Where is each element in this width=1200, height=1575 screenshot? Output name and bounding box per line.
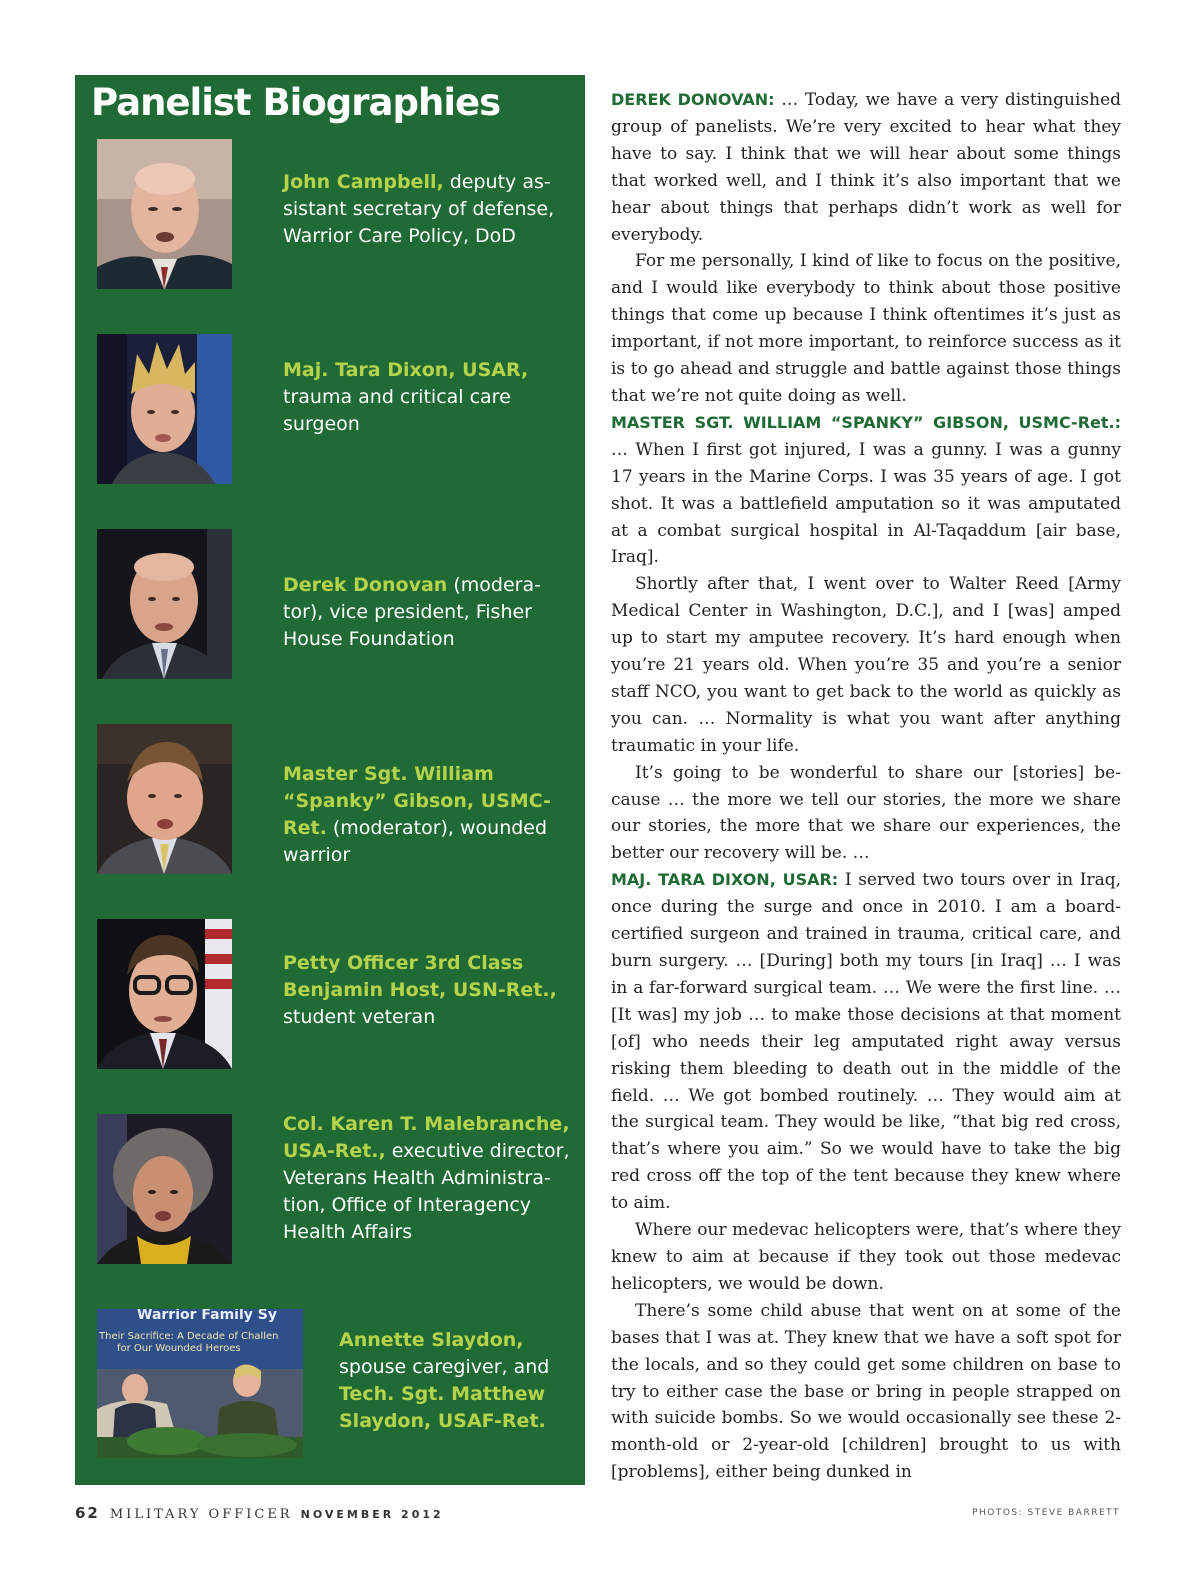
speaker-label: MASTER SGT. WILLIAM “SPANKY” GIBSON, USMC-Ret.:	[611, 412, 1121, 432]
bio-tara-dixon	[283, 357, 573, 438]
bio-derek-donovan	[283, 572, 573, 653]
bio-john-campbell	[283, 169, 573, 250]
photo-credit: PHOTOS: STEVE BARRETT	[972, 1508, 1120, 1518]
bio-slaydon	[339, 1327, 569, 1435]
bio-william-gibson	[283, 761, 573, 869]
article-body	[611, 87, 1121, 1486]
bio-name: Annette Slaydon,	[339, 1329, 524, 1351]
banner-text-3: for Our Wounded Heroes	[117, 1343, 241, 1354]
bio-name: John Campbell,	[283, 171, 444, 193]
bio-desc: executive director, Veterans Health Administra-tion, Office of Interagency Health Affairs	[283, 1140, 570, 1243]
banner-text-1: Warrior Family Sy	[137, 1309, 277, 1323]
issue-date: NOVEMBER 2012	[300, 1508, 444, 1521]
paragraph-text: … When I first got injured, I was a gunny. I was a gunny 17 years in the Marine Corps. I was 35 years of age. I got shot. It was a battlefield amputation so it was amputated at a combat surgical hospital in Al-Taqaddum [air base, Iraq].	[611, 439, 1121, 568]
paragraph	[611, 87, 1121, 248]
banner-text-2: Their Sacrifice: A Decade of Challen	[99, 1331, 279, 1342]
photo-tara-dixon	[97, 334, 232, 484]
speaker-label: DEREK DONOVAN:	[611, 90, 775, 109]
bio-desc: student veteran	[283, 1006, 436, 1028]
magazine-name: MILITARY OFFICER	[109, 1507, 293, 1522]
bio-name-2: Tech. Sgt. Matthew Slaydon, USAF-Ret.	[339, 1383, 546, 1432]
photo-benjamin-host	[97, 919, 232, 1069]
paragraph: There’s some child abuse that went on at some of the bases that I was at. They knew that we have a soft spot for the locals, and so they could get some children on base to try to either case the base or bring in people strapped on with suicide bombs. So we would occasionally see these 2-month-old or 2-year-old [children] brought to us with [problems], either being dunked in	[611, 1300, 1121, 1483]
bio-name: Master Sgt. William “Spanky” Gibson, USMC-Ret.	[283, 763, 551, 839]
sidebar-title: Panelist Biographies	[91, 81, 501, 124]
bio-name: Maj. Tara Dixon, USAR,	[283, 359, 529, 381]
bio-name: Col. Karen T. Malebranche, USA-Ret.,	[283, 1113, 570, 1162]
bio-desc: trauma and critical care surgeon	[283, 386, 511, 435]
bio-desc: (moderator), wounded warrior	[283, 817, 548, 866]
paragraph: Where our medevac helicopters were, that’s where they knew to aim at because if they took out those medevac helicopters, we would be down.	[611, 1220, 1121, 1294]
bio-name: Petty Officer 3rd Class Benjamin Host, USN-Ret.,	[283, 952, 557, 1001]
paragraph-text: … Today, we have a very distinguished group of panelists. We’re very excited to hear what they have to say. I think that we will hear about some things that worked well, and I think it’s also important that we hear about things that perhaps didn’t work as well for everybody.	[611, 90, 1122, 245]
bio-name: Derek Donovan	[283, 574, 448, 596]
bio-desc: deputy as-sistant secretary of defense, Warrior Care Policy, DoD	[283, 171, 555, 247]
photo-john-campbell	[97, 139, 232, 289]
paragraph	[611, 410, 1121, 571]
photo-william-gibson	[97, 724, 232, 874]
bio-desc: (modera-tor), vice president, Fisher House Foundation	[283, 574, 541, 650]
bio-karen-malebranche	[283, 1111, 573, 1246]
speaker-label: MAJ. TARA DIXON, USAR:	[611, 870, 839, 890]
paragraph-text: I served two tours over in Iraq, once during the surge and once in 2010. I am a board-certified surgeon and trained in trauma, critical care, and burn surgery. … [During] both my tours [in Iraq] … I was in a far-forward surgical team. … We were the first line. … [It was] my job … to make those decisions at that moment [of] who needs their leg amputated right away versus risking them bleeding to death out in the middle of the field. … We got bombed routinely. … They would aim at the surgical team. They would be like, “that big red cross, that’s where you aim.” So we would have to take the big red cross off the top of the tent because they knew where to aim.	[611, 870, 1121, 1214]
photo-slaydon	[97, 1309, 303, 1458]
paragraph	[611, 867, 1121, 1217]
paragraph: It’s going to be wonderful to share our [stories] because … the more we tell our stories, the more we share our stories, the more that we share our experiences, the better our recovery will be. …	[611, 762, 1121, 864]
bio-benjamin-host	[283, 950, 573, 1031]
paragraph: Shortly after that, I went over to Walter Reed [Army Medical Center in Washington, D.C.], and I [was] amped up to start my amputee recovery. It’s hard enough when you’re 21 years old. When you’re 35 and you’re a senior staff NCO, you want to get back to the world as quickly as you can. … Normality is what you want after anything traumatic in your life.	[611, 574, 1121, 756]
panelist-sidebar	[75, 75, 585, 1485]
page-footer	[75, 1504, 444, 1522]
photo-karen-malebranche	[97, 1114, 232, 1264]
photo-derek-donovan	[97, 529, 232, 679]
paragraph: For me personally, I kind of like to focus on the positive, and I would like everybody to think about those positive things that come up because I think oftentimes it’s just as important, if not more important, to reinforce success as it is to go ahead and struggle and battle against those things that we’re not quite doing as well.	[611, 251, 1121, 406]
page-number: 62	[75, 1504, 100, 1522]
bio-desc: spouse caregiver, and	[339, 1356, 550, 1378]
